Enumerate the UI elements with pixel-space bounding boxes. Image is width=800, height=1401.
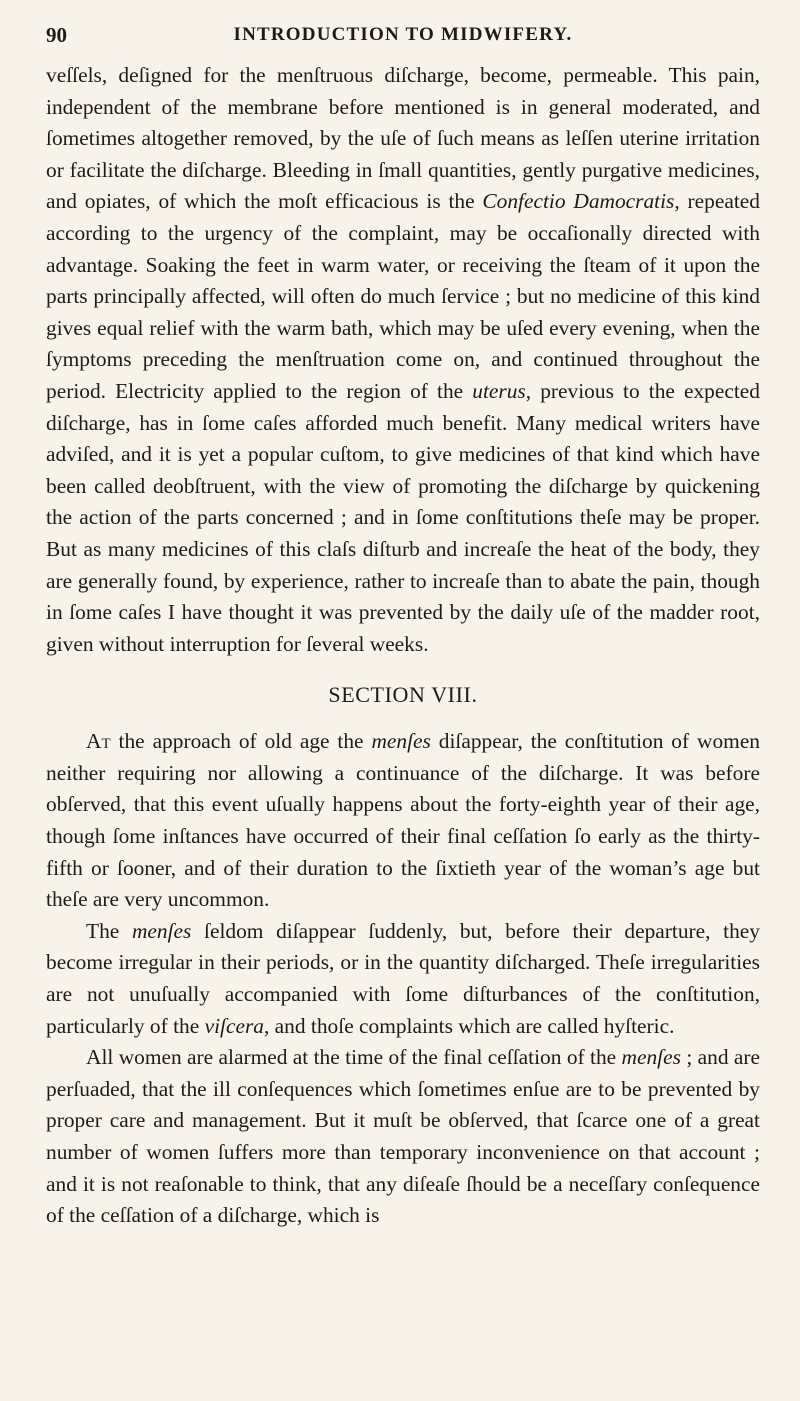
paragraph-1-text-b: , repeated according to the urgency of the complaint, may be occaſionally directed with advantage. Soaking the feet in warm water, or receiving the ſteam of it upon the parts principally affected, will often do much ſervice ; but no medicine of this kind gives equal relief with the warm bath, which may be uſed every evening, when the ſymptoms preceding the menſtruation come on, and continued throughout the period. Electricity applied to the region of the xyxy=(46,189,760,403)
section-heading: SECTION VIII. xyxy=(328,682,478,708)
page-number: 90 xyxy=(46,23,67,47)
paragraph-4-italic-a: menſes xyxy=(621,1045,681,1070)
paragraph-3-italic-a: menſes xyxy=(131,918,192,943)
paragraph-2-first-word: At xyxy=(86,729,111,754)
paragraph-1-text-a: veſſels, deſigned for the menſtruous diſcharge, become, permeable. This pain, independent of the membrane before mentioned is in general moderated, and ſometimes altogether removed, by the uſe of ſuch means as leſſen uterine irritation or facilitate the diſcharge. Bleeding in ſmall quantities, gently purgative medicines, and opiates, of which the moſt efficacious is the xyxy=(46,63,760,214)
paragraph-2-italic-a: menſes xyxy=(371,729,431,754)
page-header xyxy=(46,0,760,60)
paragraph-4 xyxy=(46,1042,760,1232)
paragraph-3 xyxy=(46,916,760,1042)
paragraph-1-italic-a: Confectio Damocratis xyxy=(482,189,675,214)
paragraph-3-text-a: ſeldom diſappear ſuddenly, but, before their departure, they become irregular in their periods, or in the quantity diſcharged. Theſe irregularities are not unuſually accompanied with ſome diſturbances of the conſtitution, particularly of the xyxy=(46,918,760,1038)
paragraph-3-italic-b: viſcera xyxy=(204,1013,264,1038)
paragraph-3-text-b: , and thoſe complaints which are called hyſteric. xyxy=(263,1013,675,1038)
paragraph-1 xyxy=(46,60,760,660)
running-head: INTRODUCTION TO MIDWIFERY. xyxy=(233,24,573,45)
paragraph-3-text-0: The xyxy=(86,918,132,943)
paragraph-2-text-a: the approach of old age the xyxy=(110,729,372,754)
paragraph-4-text-a: ; and are perſuaded, that the ill conſequences which ſometimes enſue are to be prevented by proper care and management. But it muſt be obſerved, that ſcarce one of a great number of women ſuffers more than temporary inconvenience on that account ; and it is not reaſonable to think, that any diſeaſe ſhould be a neceſſary conſequence of the ceſſation of a diſcharge, which is xyxy=(46,1045,761,1228)
paragraph-1-text-c: , previous to the expected diſcharge, has in ſome caſes afforded much benefit. Many medical writers have adviſed, and it is yet a popular cuſtom, to give medicines of that kind which have been called deobſtruent, with the view of promoting the diſcharge by quickening the action of the parts concerned ; and in ſome conſtitutions theſe may be proper. But as many medicines of this claſs diſturb and increaſe the heat of the body, they are generally found, by experience, rather to increaſe than to abate the pain, though in ſome caſes I have thought it was prevented by the daily uſe of the madder root, given without interruption for ſeveral weeks. xyxy=(46,378,760,656)
paragraph-1-italic-b: uterus xyxy=(472,378,526,403)
paragraph-4-text-0: All women are alarmed at the time of the final ceſſation of the xyxy=(86,1045,622,1070)
paragraph-2-text-b: diſappear, the conſtitution of women neither requiring nor allowing a continuance of the diſcharge. It was before obſerved, that this event uſually happens about the forty-eighth year of their age, though ſome inſtances have occurred of their final ceſſation ſo early as the thirty-fifth or ſooner, and of their duration to the ſixtieth year of the woman’s age but theſe are very uncommon. xyxy=(46,729,761,912)
paragraph-2 xyxy=(46,726,760,916)
